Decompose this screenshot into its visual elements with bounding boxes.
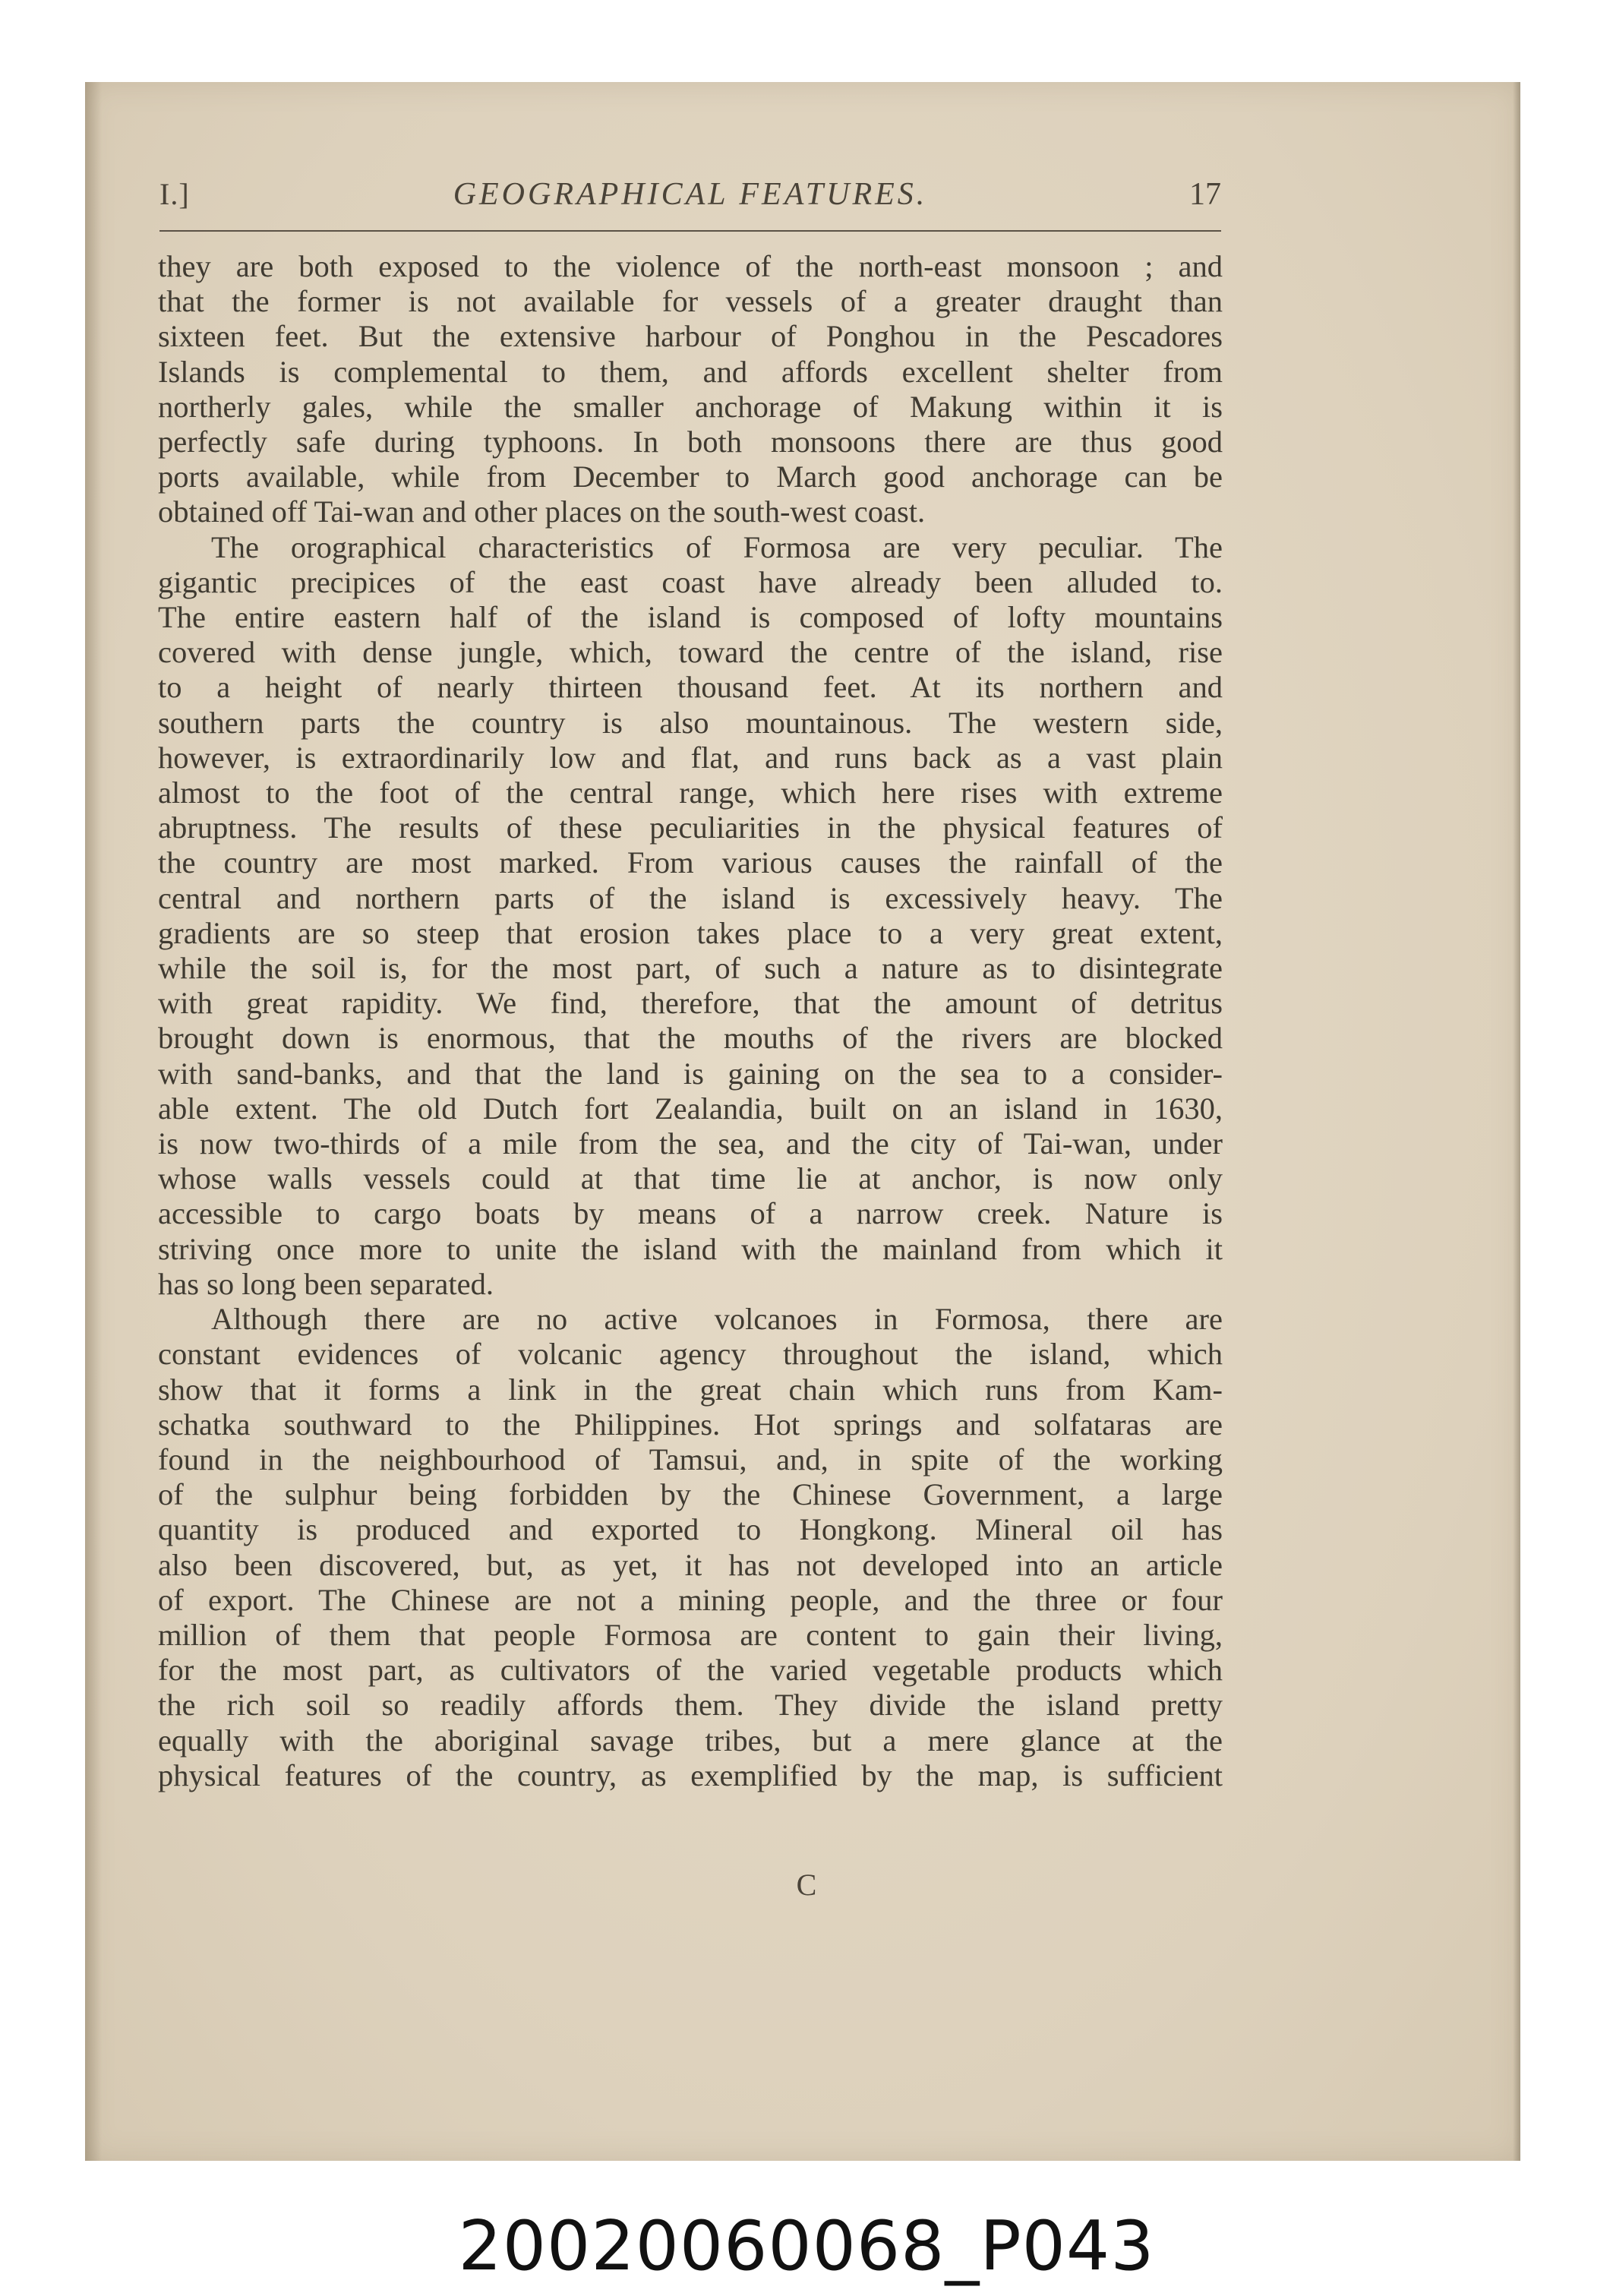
- text-line: of the sulphur being forbidden by the Chinese Government, a large: [158, 1477, 1223, 1512]
- text-line: almost to the foot of the central range, which here rises with extreme: [158, 775, 1223, 810]
- page-number: 17: [1189, 177, 1221, 212]
- text-line: ports available, while from December to March good anchorage can be: [158, 460, 1223, 494]
- text-line: The orographical characteristics of Formosa are very peculiar. The: [211, 529, 1223, 564]
- text-line: Islands is complemental to them, and affords excellent shelter from: [158, 354, 1223, 389]
- paragraph: [158, 530, 1223, 1302]
- signature-mark: C: [796, 1868, 817, 1902]
- text-line: The entire eastern half of the island is composed of lofty mountains: [158, 600, 1223, 635]
- text-line: the rich soil so readily affords them. They divide the island pretty: [158, 1688, 1223, 1723]
- text-line: has so long been separated.: [158, 1266, 494, 1301]
- text-line: able extent. The old Dutch fort Zealandia, built on an island in 1630,: [158, 1091, 1223, 1126]
- text-line: also been discovered, but, as yet, it has not developed into an article: [158, 1547, 1223, 1582]
- text-line: the country are most marked. From various causes the rainfall of the: [158, 845, 1223, 880]
- text-line: accessible to cargo boats by means of a narrow creek. Nature is: [158, 1196, 1223, 1231]
- text-line: while the soil is, for the most part, of such a nature as to disintegrate: [158, 951, 1223, 986]
- paragraph: [158, 1302, 1223, 1793]
- text-line: quantity is produced and exported to Hongkong. Mineral oil has: [158, 1512, 1223, 1547]
- text-line: physical features of the country, as exemplified by the map, is sufficient: [158, 1758, 1223, 1792]
- text-line: they are both exposed to the violence of the north-east monsoon ; and: [158, 249, 1223, 283]
- running-title: GEOGRAPHICAL FEATURES.: [453, 177, 928, 212]
- text-line: southern parts the country is also mountainous. The western side,: [158, 705, 1223, 740]
- text-line: striving once more to unite the island with the mainland from which it: [158, 1231, 1223, 1266]
- text-line: brought down is enormous, that the mouths of the rivers are blocked: [158, 1021, 1223, 1056]
- page-edge-shadow: [1513, 82, 1520, 2161]
- text-line: Although there are no active volcanoes in Formosa, there are: [211, 1302, 1223, 1337]
- text-line: million of them that people Formosa are content to gain their living,: [158, 1617, 1223, 1652]
- text-line: constant evidences of volcanic agency throughout the island, which: [158, 1337, 1223, 1372]
- text-line: sixteen feet. But the extensive harbour of Ponghou in the Pescadores: [158, 319, 1223, 354]
- text-line: obtained off Tai-wan and other places on the south-west coast.: [158, 494, 926, 529]
- text-line: abruptness. The results of these peculiarities in the physical features of: [158, 810, 1223, 845]
- text-line: found in the neighbourhood of Tamsui, and, in spite of the working: [158, 1442, 1223, 1476]
- text-line: northerly gales, while the smaller anchorage of Makung within it is: [158, 389, 1223, 424]
- header-rule: [159, 230, 1221, 232]
- text-line: equally with the aboriginal savage tribes, but a mere glance at the: [158, 1723, 1223, 1758]
- text-line: central and northern parts of the island is excessively heavy. The: [158, 880, 1223, 915]
- paragraph: [158, 249, 1223, 530]
- text-line: for the most part, as cultivators of the varied vegetable products which: [158, 1653, 1223, 1688]
- chapter-number: I.]: [159, 177, 190, 211]
- text-line: gradients are so steep that erosion takes place to a very great extent,: [158, 915, 1223, 950]
- running-header: [159, 176, 1221, 237]
- text-line: schatka southward to the Philippines. Hot springs and solfataras are: [158, 1407, 1223, 1442]
- text-line: however, is extraordinarily low and flat, and runs back as a vast plain: [158, 740, 1223, 775]
- text-line: is now two-thirds of a mile from the sea, and the city of Tai-wan, under: [158, 1126, 1223, 1161]
- text-line: covered with dense jungle, which, toward the centre of the island, rise: [158, 635, 1223, 670]
- text-line: of export. The Chinese are not a mining people, and the three or four: [158, 1582, 1223, 1617]
- body-text: [158, 249, 1223, 1793]
- page-gutter-shadow: [85, 82, 102, 2161]
- text-line: perfectly safe during typhoons. In both monsoons there are thus good: [158, 425, 1223, 460]
- text-line: with sand-banks, and that the land is gaining on the sea to a consider-: [158, 1056, 1223, 1091]
- text-line: with great rapidity. We find, therefore, that the amount of detritus: [158, 986, 1223, 1021]
- text-line: gigantic precipices of the east coast have already been alluded to.: [158, 564, 1223, 599]
- text-line: to a height of nearly thirteen thousand feet. At its northern and: [158, 670, 1223, 705]
- text-line: that the former is not available for vessels of a greater draught than: [158, 284, 1223, 319]
- text-line: show that it forms a link in the great chain which runs from Kam-: [158, 1372, 1223, 1407]
- text-line: whose walls vessels could at that time lie at anchor, is now only: [158, 1161, 1223, 1196]
- image-caption: 20020060068_P043: [458, 2206, 1155, 2286]
